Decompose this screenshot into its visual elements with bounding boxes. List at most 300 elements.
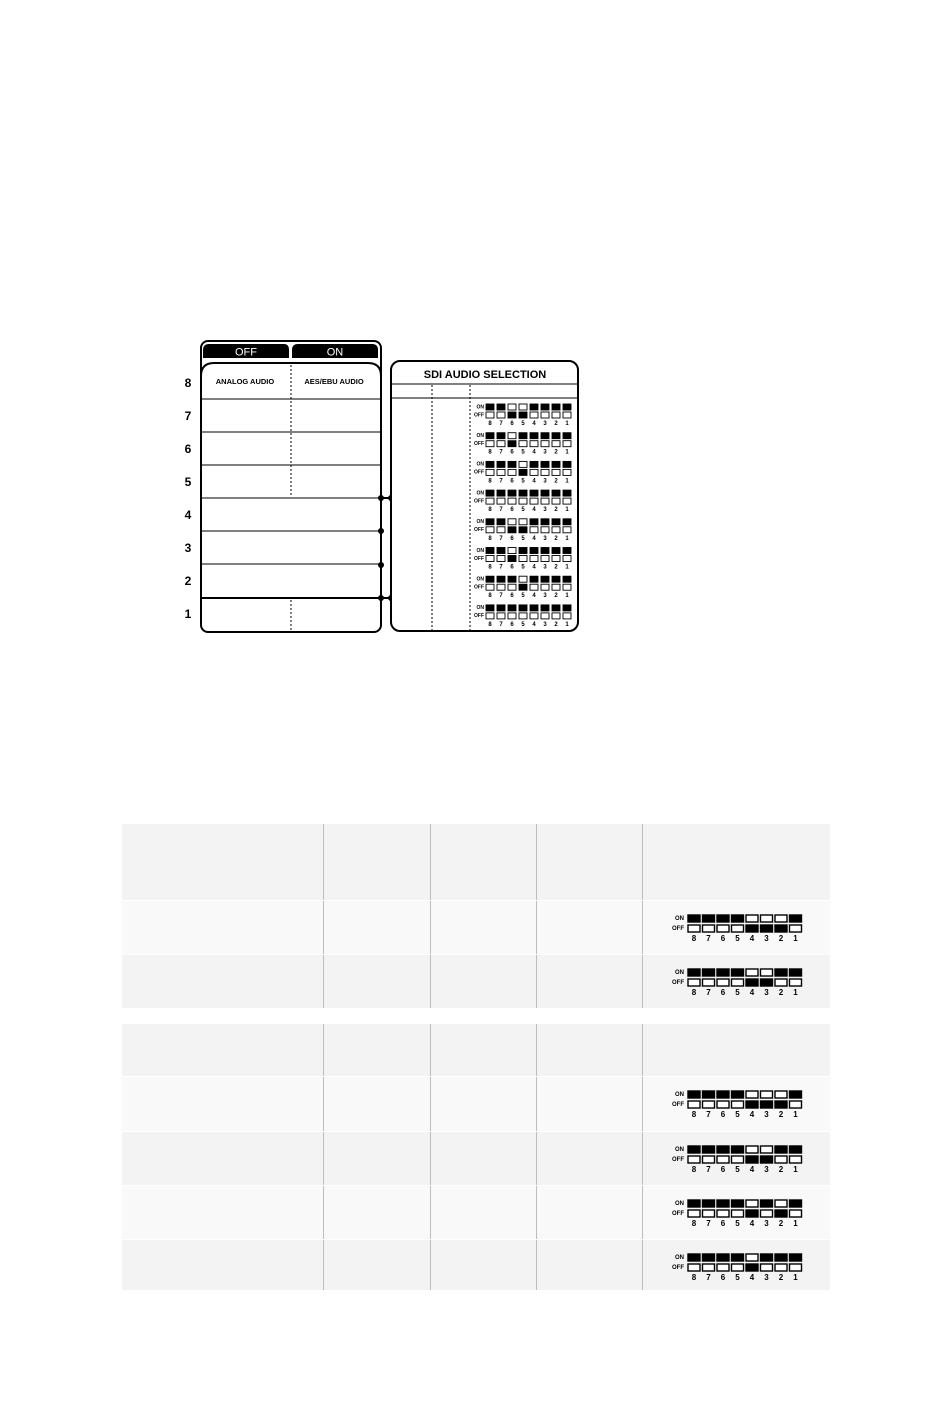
dip-switch-off-cell xyxy=(508,584,516,590)
dip-switch-number: 7 xyxy=(706,1273,711,1282)
dip-off-label: OFF xyxy=(672,1102,684,1109)
dip-switch-off-cell xyxy=(746,925,758,932)
dip-on-label: ON xyxy=(476,490,484,497)
dip-switch-off-cell xyxy=(486,584,494,590)
dip-switch-number: 6 xyxy=(510,564,514,571)
dip-switch-on-cell xyxy=(703,1200,715,1207)
dip-switch-number: 2 xyxy=(778,934,784,943)
column-divider xyxy=(323,1240,324,1290)
dip-switch-number: 2 xyxy=(554,535,558,542)
dip-switch-on-cell xyxy=(563,461,571,467)
dip-switch-number: 5 xyxy=(521,421,525,427)
dip-switch-number: 8 xyxy=(488,449,492,456)
dip-switch-off-cell xyxy=(486,556,494,562)
dip-switch-number: 4 xyxy=(532,621,536,628)
dip-switch-off-cell xyxy=(703,925,715,932)
dip-switch-number: 6 xyxy=(510,593,514,600)
dip-switch-number: 8 xyxy=(691,1110,697,1119)
dip-switch-number: 5 xyxy=(521,593,525,600)
dip-switch-number: 3 xyxy=(543,621,547,628)
dip-switch-on-cell xyxy=(519,519,527,525)
dip-switch-on-cell xyxy=(563,433,571,439)
dip-switch-off-cell xyxy=(486,498,494,504)
dip-switch-on-cell xyxy=(563,490,571,496)
connector-dot xyxy=(378,528,384,534)
dip-switch-off-cell xyxy=(530,556,538,562)
dip-switch-on-cell xyxy=(497,490,505,496)
dip-switch-number: 5 xyxy=(521,621,525,628)
dip-switch-number: 6 xyxy=(510,621,514,628)
dip-switch-off-cell xyxy=(486,441,494,447)
dip-switch-number: 4 xyxy=(532,478,536,485)
dip-switch-number: 4 xyxy=(749,1165,755,1174)
dip-switch-on-cell xyxy=(530,490,538,496)
dip-switch-off-cell xyxy=(761,1264,773,1271)
column-divider xyxy=(323,901,324,954)
dip-switch-off-cell xyxy=(761,925,773,932)
dip-switch-off-cell xyxy=(541,613,549,619)
dip-switch-number: 2 xyxy=(554,478,558,485)
dip-switch-on-cell xyxy=(790,1091,802,1098)
dip-switch-on-cell xyxy=(703,915,715,922)
dip-switch-number: 3 xyxy=(543,421,547,427)
column-divider xyxy=(536,1132,537,1185)
dip-switch-off-cell xyxy=(703,1210,715,1217)
dip-switch-number: 8 xyxy=(488,421,492,427)
dip-switch-off-cell xyxy=(541,584,549,590)
column-divider xyxy=(536,1024,537,1076)
dip-switch-on-cell xyxy=(746,1146,758,1153)
dip-switch-on-cell xyxy=(519,404,527,410)
dip-switch-number: 7 xyxy=(706,934,711,943)
row-number-2: 2 xyxy=(184,574,192,588)
column-divider xyxy=(430,955,431,1008)
dip-switch-on-cell xyxy=(486,548,494,554)
switch-diagram xyxy=(0,0,950,700)
column-divider xyxy=(536,824,537,900)
analog-audio-header: ANALOG AUDIO xyxy=(215,377,275,386)
dip-switch-on-cell xyxy=(552,433,560,439)
dip-switch-on-cell xyxy=(688,915,700,922)
column-divider xyxy=(430,1186,431,1239)
dip-switch-off-cell xyxy=(717,925,729,932)
dip-switch-off-cell xyxy=(497,412,505,418)
dip-switch-number: 2 xyxy=(554,449,558,456)
dip-switch-off-cell xyxy=(703,1264,715,1271)
dip-switch-off-cell xyxy=(541,441,549,447)
dip-switch-off-cell xyxy=(541,469,549,475)
dip-switch-on-cell xyxy=(703,1146,715,1153)
dip-switch-off-cell xyxy=(508,613,516,619)
dip-switch-off-cell xyxy=(563,498,571,504)
column-divider xyxy=(642,1186,643,1239)
dip-switch-diagram xyxy=(660,1132,830,1185)
dip-switch-number: 6 xyxy=(510,507,514,514)
dip-switch-off-cell xyxy=(761,1210,773,1217)
dip-switch-on-cell xyxy=(541,404,549,410)
dip-switch-off-cell xyxy=(717,1101,729,1108)
dip-switch-on-cell xyxy=(790,1146,802,1153)
dip-switch-number: 6 xyxy=(510,421,514,427)
dip-switch-off-cell xyxy=(761,979,773,986)
row-number-6: 6 xyxy=(184,442,192,456)
dip-switch-off-cell xyxy=(519,613,527,619)
dip-switch-on-cell xyxy=(563,605,571,611)
dip-switch-on-cell xyxy=(790,1200,802,1207)
dip-switch-number: 1 xyxy=(793,1110,798,1119)
dip-switch-on-cell xyxy=(552,461,560,467)
dip-switch-number: 4 xyxy=(532,449,536,456)
column-divider xyxy=(430,1132,431,1185)
dip-switch-off-cell xyxy=(688,925,700,932)
dip-switch-on-cell xyxy=(732,1200,744,1207)
dip-switch-number: 7 xyxy=(499,564,503,571)
dip-switch-on-cell xyxy=(732,1091,744,1098)
dip-switch-on-cell xyxy=(703,969,715,976)
dip-switch-on-cell xyxy=(519,576,527,582)
dip-switch-off-cell xyxy=(552,441,560,447)
dip-switch-number: 6 xyxy=(510,535,514,542)
dip-switch-number: 3 xyxy=(764,934,769,943)
dip-switch-off-cell xyxy=(717,979,729,986)
dip-switch-number: 2 xyxy=(778,988,784,997)
dip-switch-number: 6 xyxy=(720,1273,726,1282)
dip-switch-number: 4 xyxy=(749,1110,755,1119)
dip-switch-on-cell xyxy=(717,915,729,922)
dip-switch-number: 7 xyxy=(499,507,503,514)
dip-switch-off-cell xyxy=(563,613,571,619)
dip-switch-number: 6 xyxy=(720,934,726,943)
dip-switch-number: 8 xyxy=(691,1273,697,1282)
dip-switch-number: 2 xyxy=(778,1165,784,1174)
dip-switch-number: 6 xyxy=(720,988,726,997)
column-divider xyxy=(642,1132,643,1185)
dip-switch-number: 5 xyxy=(735,1165,740,1174)
table-header-row xyxy=(122,1024,830,1077)
dip-switch-off-cell xyxy=(497,613,505,619)
dip-switch-on-cell xyxy=(688,1254,700,1261)
column-divider xyxy=(323,824,324,900)
dip-on-label: ON xyxy=(476,404,484,411)
dip-switch-on-cell xyxy=(541,519,549,525)
dip-switch-on-cell xyxy=(530,404,538,410)
dip-switch-number: 2 xyxy=(554,564,558,571)
dip-switch-off-cell xyxy=(486,469,494,475)
row-number-3: 3 xyxy=(184,541,192,555)
dip-switch-number: 4 xyxy=(532,421,536,427)
column-divider xyxy=(430,1024,431,1076)
dip-switch-number: 5 xyxy=(521,564,525,571)
dip-on-label: ON xyxy=(675,1201,684,1208)
dip-switch-on-cell xyxy=(717,1200,729,1207)
dip-on-label: ON xyxy=(675,970,684,977)
dip-switch-number: 7 xyxy=(499,593,503,600)
dip-switch-diagram xyxy=(660,955,830,1008)
column-divider xyxy=(323,955,324,1008)
dip-switch-off-cell xyxy=(790,1210,802,1217)
dip-switch-off-cell xyxy=(688,1101,700,1108)
dip-switch-off-cell xyxy=(732,925,744,932)
dip-switch-on-cell xyxy=(530,605,538,611)
dip-switch-off-cell xyxy=(508,556,516,562)
dip-switch-number: 8 xyxy=(488,564,492,571)
dip-switch-number: 8 xyxy=(691,988,697,997)
dip-switch-on-cell xyxy=(486,490,494,496)
dip-switch-off-cell xyxy=(552,412,560,418)
table-row xyxy=(122,901,830,955)
dip-switch-off-cell xyxy=(790,1264,802,1271)
dip-switch-number: 6 xyxy=(720,1219,726,1228)
dip-switch-on-cell xyxy=(552,576,560,582)
dip-switch-off-cell xyxy=(530,613,538,619)
table-header-row xyxy=(122,824,830,901)
dip-on-label: ON xyxy=(476,605,484,612)
dip-switch-number: 3 xyxy=(764,1110,769,1119)
dip-on-label: ON xyxy=(476,547,484,554)
dip-switch-on-cell xyxy=(717,1146,729,1153)
sdi-audio-selection-title: SDI AUDIO SELECTION xyxy=(423,369,547,381)
dip-switch-on-cell xyxy=(530,461,538,467)
dip-switch-number: 2 xyxy=(554,593,558,600)
dip-off-label: OFF xyxy=(672,1157,684,1164)
dip-switch-on-cell xyxy=(732,1146,744,1153)
dip-switch-off-cell xyxy=(519,527,527,533)
dip-switch-off-cell xyxy=(497,441,505,447)
column-divider xyxy=(536,901,537,954)
dip-switch-on-cell xyxy=(508,404,516,410)
dip-switch-on-cell xyxy=(519,605,527,611)
dip-switch-on-cell xyxy=(775,1200,787,1207)
dip-switch-diagram xyxy=(660,1186,830,1239)
dip-switch-number: 8 xyxy=(488,621,492,628)
dip-switch-number: 1 xyxy=(793,1165,798,1174)
dip-switch-number: 5 xyxy=(735,1273,740,1282)
dip-switch-off-cell xyxy=(552,613,560,619)
dip-switch-on-cell xyxy=(508,490,516,496)
dip-switch-number: 3 xyxy=(543,507,547,514)
connector-dot xyxy=(378,595,384,601)
dip-switch-off-cell xyxy=(732,1264,744,1271)
dip-switch-number: 4 xyxy=(532,535,536,542)
dip-switch-off-cell xyxy=(563,441,571,447)
dip-off-label: OFF xyxy=(672,1211,684,1218)
column-divider xyxy=(536,1240,537,1290)
dip-switch-on-cell xyxy=(761,915,773,922)
dip-switch-off-cell xyxy=(552,527,560,533)
dip-switch-off-cell xyxy=(761,1101,773,1108)
dip-switch-on-cell xyxy=(541,605,549,611)
dip-switch-on-cell xyxy=(530,433,538,439)
dip-switch-number: 1 xyxy=(565,621,569,628)
dip-switch-off-cell xyxy=(563,527,571,533)
dip-switch-off-cell xyxy=(508,469,516,475)
dip-switch-number: 5 xyxy=(735,988,740,997)
dip-switch-on-cell xyxy=(486,605,494,611)
dip-switch-number: 1 xyxy=(565,593,569,600)
dip-switch-on-cell xyxy=(508,548,516,554)
dip-switch-off-cell xyxy=(519,584,527,590)
table-row xyxy=(122,1240,830,1291)
dip-switch-number: 3 xyxy=(543,449,547,456)
dip-switch-number: 8 xyxy=(691,934,697,943)
dip-switch-number: 5 xyxy=(521,449,525,456)
dip-off-label: OFF xyxy=(474,555,484,562)
dip-switch-off-cell xyxy=(732,979,744,986)
dip-switch-off-cell xyxy=(552,584,560,590)
dip-switch-number: 2 xyxy=(554,507,558,514)
dip-switch-on-cell xyxy=(486,404,494,410)
dip-switch-number: 5 xyxy=(735,1110,740,1119)
dip-switch-number: 2 xyxy=(778,1219,784,1228)
dip-switch-on-cell xyxy=(563,404,571,410)
dip-switch-number: 1 xyxy=(793,934,798,943)
dip-switch-off-cell xyxy=(497,469,505,475)
dip-switch-on-cell xyxy=(717,969,729,976)
dip-switch-number: 8 xyxy=(488,507,492,514)
column-divider xyxy=(323,1024,324,1076)
dip-switch-off-cell xyxy=(508,498,516,504)
dip-switch-off-cell xyxy=(717,1264,729,1271)
dip-off-label: OFF xyxy=(672,926,684,933)
dip-switch-off-cell xyxy=(732,1101,744,1108)
dip-switch-number: 2 xyxy=(554,621,558,628)
dip-switch-on-cell xyxy=(508,461,516,467)
dip-off-label: OFF xyxy=(474,498,484,505)
dip-switch-number: 7 xyxy=(499,478,503,485)
dip-switch-number: 8 xyxy=(488,593,492,600)
column-divider xyxy=(430,901,431,954)
dip-switch-off-cell xyxy=(530,498,538,504)
column-divider xyxy=(642,1077,643,1131)
dip-off-label: OFF xyxy=(474,613,484,620)
dip-switch-off-cell xyxy=(775,925,787,932)
dip-switch-off-cell xyxy=(497,498,505,504)
dip-switch-off-cell xyxy=(519,556,527,562)
dip-switch-on-cell xyxy=(746,969,758,976)
dip-switch-on-cell xyxy=(563,576,571,582)
dip-switch-on-cell xyxy=(519,461,527,467)
dip-switch-number: 1 xyxy=(565,478,569,485)
dip-switch-off-cell xyxy=(775,979,787,986)
dip-on-label: ON xyxy=(675,916,684,923)
dip-switch-number: 5 xyxy=(735,934,740,943)
dip-switch-number: 6 xyxy=(510,449,514,456)
dip-switch-number: 7 xyxy=(706,1165,711,1174)
dip-switch-off-cell xyxy=(703,1101,715,1108)
dip-switch-number: 7 xyxy=(499,421,503,427)
dip-switch-number: 1 xyxy=(565,449,569,456)
dip-switch-number: 5 xyxy=(521,535,525,542)
dip-switch-number: 7 xyxy=(499,535,503,542)
dip-switch-on-cell xyxy=(761,969,773,976)
table-row xyxy=(122,1077,830,1132)
dip-switch-on-cell xyxy=(541,433,549,439)
dip-switch-number: 8 xyxy=(488,535,492,542)
column-divider xyxy=(323,1132,324,1185)
aes-ebu-audio-header: AES/EBU AUDIO xyxy=(304,377,364,386)
dip-off-label: OFF xyxy=(672,1265,684,1272)
dip-switch-on-cell xyxy=(486,519,494,525)
dip-switch-off-cell xyxy=(790,925,802,932)
dip-switch-number: 5 xyxy=(735,1219,740,1228)
dip-switch-on-cell xyxy=(552,404,560,410)
dip-off-label: OFF xyxy=(474,527,484,534)
dip-switch-off-cell xyxy=(746,1101,758,1108)
dip-switch-on-cell xyxy=(552,548,560,554)
dip-switch-on-cell xyxy=(508,433,516,439)
dip-switch-off-cell xyxy=(552,469,560,475)
column-divider xyxy=(536,955,537,1008)
dip-switch-on-cell xyxy=(775,1254,787,1261)
dip-switch-number: 3 xyxy=(764,1165,769,1174)
column-divider xyxy=(642,901,643,954)
dip-switch-on-cell xyxy=(541,548,549,554)
dip-switch-off-cell xyxy=(717,1156,729,1163)
dip-switch-on-cell xyxy=(775,915,787,922)
dip-switch-on-cell xyxy=(530,519,538,525)
dip-switch-number: 1 xyxy=(793,988,798,997)
dip-switch-on-cell xyxy=(497,461,505,467)
dip-off-label: OFF xyxy=(474,440,484,447)
dip-switch-off-cell xyxy=(775,1156,787,1163)
dip-switch-on-cell xyxy=(688,969,700,976)
dip-switch-number: 4 xyxy=(532,564,536,571)
dip-switch-off-cell xyxy=(775,1264,787,1271)
dip-switch-number: 4 xyxy=(532,593,536,600)
row-number-5: 5 xyxy=(184,475,192,489)
dip-switch-number: 8 xyxy=(691,1219,697,1228)
dip-switch-on-cell xyxy=(732,969,744,976)
dip-switch-number: 4 xyxy=(532,507,536,514)
column-divider xyxy=(642,1240,643,1290)
dip-on-label: ON xyxy=(476,576,484,583)
dip-switch-number: 7 xyxy=(706,1110,711,1119)
dip-switch-off-cell xyxy=(530,441,538,447)
dip-switch-on-cell xyxy=(552,605,560,611)
column-divider xyxy=(536,1077,537,1131)
dip-switch-number: 4 xyxy=(749,934,755,943)
column-divider xyxy=(430,1077,431,1131)
dip-switch-off-cell xyxy=(775,1210,787,1217)
dip-switch-on-cell xyxy=(530,548,538,554)
dip-switch-number: 2 xyxy=(778,1110,784,1119)
dip-switch-on-cell xyxy=(519,548,527,554)
dip-off-label: OFF xyxy=(474,469,484,476)
dip-switch-on-cell xyxy=(530,576,538,582)
dip-on-label: ON xyxy=(675,1255,684,1262)
dip-switch-number: 2 xyxy=(554,421,558,427)
dip-switch-off-cell xyxy=(563,469,571,475)
dip-switch-off-cell xyxy=(688,1156,700,1163)
dip-switch-off-cell xyxy=(717,1210,729,1217)
dip-switch-on-cell xyxy=(688,1146,700,1153)
dip-switch-on-cell xyxy=(486,461,494,467)
dip-switch-on-cell xyxy=(497,605,505,611)
dip-switch-number: 1 xyxy=(565,535,569,542)
dip-switch-number: 1 xyxy=(793,1219,798,1228)
dip-switch-number: 4 xyxy=(749,988,755,997)
dip-off-label: OFF xyxy=(474,412,484,419)
dip-switch-number: 5 xyxy=(521,507,525,514)
dip-switch-number: 1 xyxy=(565,421,569,427)
dip-switch-off-cell xyxy=(508,412,516,418)
dip-switch-on-cell xyxy=(508,576,516,582)
dip-switch-off-cell xyxy=(530,527,538,533)
dip-switch-on-cell xyxy=(519,433,527,439)
dip-switch-off-cell xyxy=(552,498,560,504)
dip-switch-on-cell xyxy=(552,490,560,496)
dip-switch-off-cell xyxy=(541,527,549,533)
